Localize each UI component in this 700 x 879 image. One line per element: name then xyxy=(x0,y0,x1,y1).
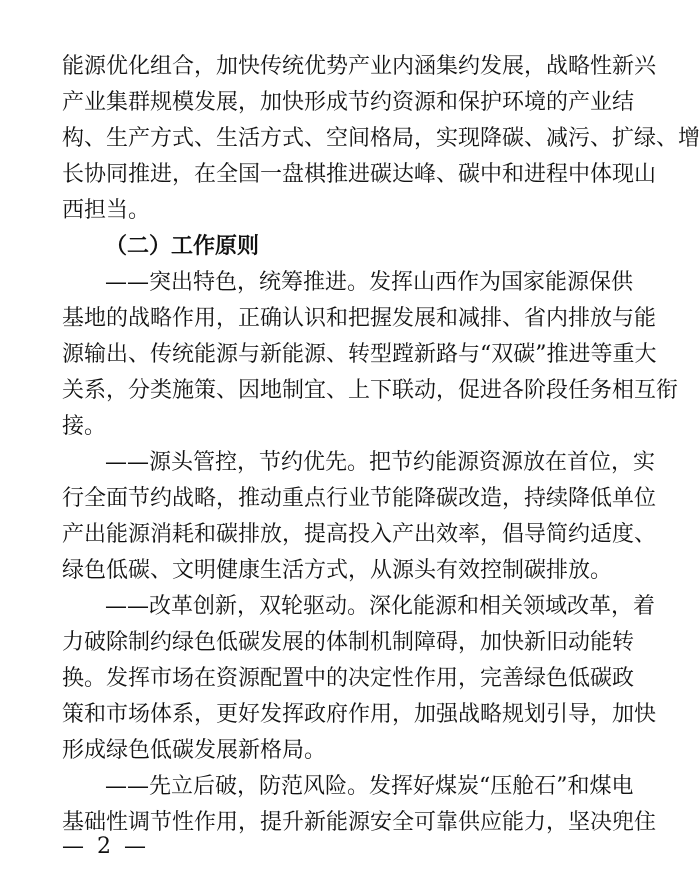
principle-line: 基础性调节性作用，提升新能源安全可靠供应能力，坚决兜住 xyxy=(62,810,657,835)
body-text-line: 能源优化组合，加快传统优势产业内涵集约发展，战略性新兴 xyxy=(62,54,657,79)
principle-line: 策和市场体系，更好发挥政府作用，加强战略规划引导，加快 xyxy=(62,702,657,727)
principle-line: 关系，分类施策、因地制宜、上下联动，促进各阶段任务相互衔 xyxy=(62,378,679,403)
principle-line: ——源头管控，节约优先。把节约能源资源放在首位，实 xyxy=(105,450,656,475)
principle-line: 接。 xyxy=(62,414,107,439)
body-text-line: 西担当。 xyxy=(62,198,151,223)
principle-line: ——先立后破，防范风险。发挥好煤炭“压舱石”和煤电 xyxy=(105,774,634,799)
principle-line: 形成绿色低碳发展新格局。 xyxy=(62,738,327,763)
body-text-line: 构、生产方式、生活方式、空间格局，实现降碳、减污、扩绿、增 xyxy=(62,126,700,151)
page-number: — 2 — xyxy=(62,834,149,859)
principle-line: ——突出特色，统筹推进。发挥山西作为国家能源保供 xyxy=(105,270,634,295)
principle-line: 行全面节约战略，推动重点行业节能降碳改造，持续降低单位 xyxy=(62,486,657,511)
principle-line: 换。发挥市场在资源配置中的决定性作用，完善绿色低碳政 xyxy=(62,666,635,691)
principle-line: 绿色低碳、文明健康生活方式，从源头有效控制碳排放。 xyxy=(62,558,613,583)
principle-line: 源输出、传统能源与新能源、转型蹚新路与“双碳”推进等重大 xyxy=(62,342,657,367)
body-text-line: 长协同推进，在全国一盘棋推进碳达峰、碳中和进程中体现山 xyxy=(62,162,657,187)
principle-line: 基地的战略作用，正确认识和把握发展和减排、省内排放与能 xyxy=(62,306,657,331)
principle-line: 产出能源消耗和碳排放，提高投入产出效率，倡导简约适度、 xyxy=(62,522,657,547)
body-text-line: 产业集群规模发展，加快形成节约资源和保护环境的产业结 xyxy=(62,90,635,115)
section-heading: （二）工作原则 xyxy=(105,234,260,259)
principle-line: 力破除制约绿色低碳发展的体制机制障碍，加快新旧动能转 xyxy=(62,630,635,655)
principle-line: ——改革创新，双轮驱动。深化能源和相关领域改革，着 xyxy=(105,594,656,619)
